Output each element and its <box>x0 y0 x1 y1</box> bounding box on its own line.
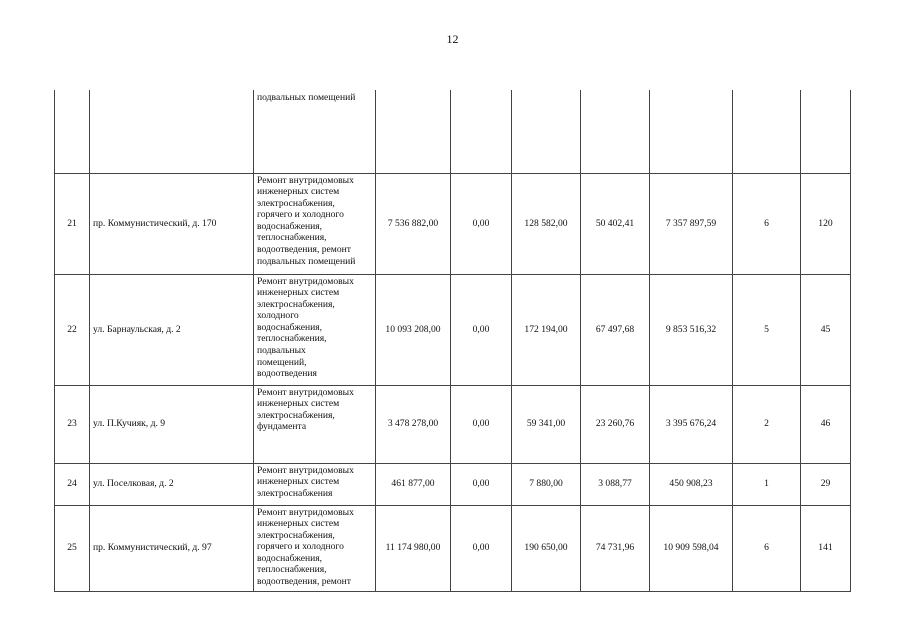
apartments-cell <box>801 90 851 173</box>
municipal-cell: 3 088,77 <box>581 463 650 505</box>
apartments-cell: 141 <box>801 505 851 591</box>
address-cell: ул. П.Кучияк, д. 9 <box>90 385 254 463</box>
apartments-cell: 120 <box>801 173 851 274</box>
address-cell: ул. Барнаульская, д. 2 <box>90 274 254 385</box>
work-description-text: Ремонт внутридомовых инженерных систем электроснабжения, горячего и холодного водоснабжения, теплоснабжения, водоотведения, ремонт подвальных помещений <box>257 174 356 267</box>
work-description-text: Ремонт внутридомовых инженерных систем электроснабжения, холодного водоснабжения, теплоснабжения, подвальных помещений, водоотведения <box>257 275 354 380</box>
table-row <box>55 90 851 173</box>
row-number: 25 <box>55 505 90 591</box>
fund-cell: 0,00 <box>451 385 512 463</box>
municipal-cell: 23 260,76 <box>581 385 650 463</box>
municipal-cell <box>581 90 650 173</box>
work-description-text: Ремонт внутридомовых инженерных систем электроснабжения, фундамента <box>257 386 354 433</box>
work-description-cell <box>254 90 376 173</box>
owners-funds-cell: 450 908,23 <box>650 463 733 505</box>
work-description-cell <box>254 173 376 274</box>
total-cost-cell: 7 536 882,00 <box>376 173 451 274</box>
owners-funds-cell: 10 909 598,04 <box>650 505 733 591</box>
budget-cell: 190 650,00 <box>512 505 581 591</box>
fund-cell: 0,00 <box>451 274 512 385</box>
apartments-cell: 29 <box>801 463 851 505</box>
apartments-cell: 46 <box>801 385 851 463</box>
floors-cell: 6 <box>733 173 801 274</box>
fund-cell: 0,00 <box>451 505 512 591</box>
municipal-cell: 74 731,96 <box>581 505 650 591</box>
address-cell: пр. Коммунистический, д. 97 <box>90 505 254 591</box>
work-description-text: подвальных помещений <box>257 92 356 103</box>
budget-cell: 59 341,00 <box>512 385 581 463</box>
budget-cell: 172 194,00 <box>512 274 581 385</box>
budget-cell: 7 880,00 <box>512 463 581 505</box>
apartments-cell: 45 <box>801 274 851 385</box>
fund-cell: 0,00 <box>451 173 512 274</box>
floors-cell: 2 <box>733 385 801 463</box>
table-row <box>55 173 851 274</box>
work-description-cell <box>254 505 376 591</box>
total-cost-cell: 461 877,00 <box>376 463 451 505</box>
total-cost-cell: 3 478 278,00 <box>376 385 451 463</box>
work-description-cell <box>254 274 376 385</box>
table-row <box>55 385 851 463</box>
owners-funds-cell: 3 395 676,24 <box>650 385 733 463</box>
floors-cell: 5 <box>733 274 801 385</box>
municipal-cell: 67 497,68 <box>581 274 650 385</box>
repair-table <box>54 90 851 592</box>
row-number: 21 <box>55 173 90 274</box>
fund-cell <box>451 90 512 173</box>
budget-cell <box>512 90 581 173</box>
address-cell <box>90 90 254 173</box>
row-number <box>55 90 90 173</box>
work-description-text: Ремонт внутридомовых инженерных систем электроснабжения <box>257 464 354 499</box>
municipal-cell: 50 402,41 <box>581 173 650 274</box>
total-cost-cell <box>376 90 451 173</box>
table-row <box>55 274 851 385</box>
owners-funds-cell: 7 357 897,59 <box>650 173 733 274</box>
table-row <box>55 505 851 591</box>
address-cell: ул. Поселковая, д. 2 <box>90 463 254 505</box>
row-number: 22 <box>55 274 90 385</box>
total-cost-cell: 10 093 208,00 <box>376 274 451 385</box>
work-description-cell <box>254 463 376 505</box>
page-number: 12 <box>446 32 459 46</box>
table-row <box>55 463 851 505</box>
row-number: 23 <box>55 385 90 463</box>
work-description-cell <box>254 385 376 463</box>
floors-cell: 1 <box>733 463 801 505</box>
total-cost-cell: 11 174 980,00 <box>376 505 451 591</box>
fund-cell: 0,00 <box>451 463 512 505</box>
floors-cell: 6 <box>733 505 801 591</box>
budget-cell: 128 582,00 <box>512 173 581 274</box>
work-description-text: Ремонт внутридомовых инженерных систем электроснабжения, горячего и холодного водоснабжения, теплоснабжения, водоотведения, ремонт <box>257 506 354 588</box>
address-cell: пр. Коммунистический, д. 170 <box>90 173 254 274</box>
floors-cell <box>733 90 801 173</box>
owners-funds-cell <box>650 90 733 173</box>
row-number: 24 <box>55 463 90 505</box>
owners-funds-cell: 9 853 516,32 <box>650 274 733 385</box>
